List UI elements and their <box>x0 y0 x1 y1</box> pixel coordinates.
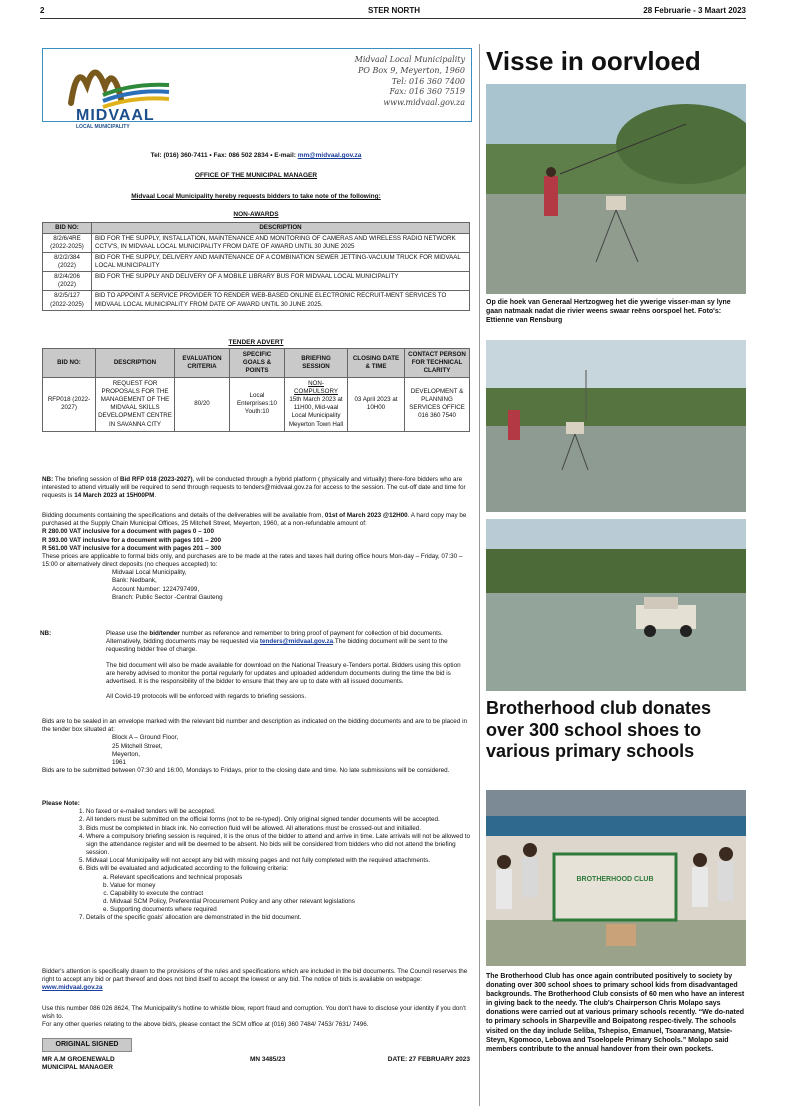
column-divider <box>479 44 480 1106</box>
table-row: 8/2/4/206 (2022) BID FOR THE SUPPLY AND DELIVERY OF A MOBILE LIBRARY BUS FOR MIDVAAL LOCAL MUNICIPALITY <box>43 272 470 291</box>
brotherhood-photo <box>486 790 746 966</box>
midvaal-logo-icon <box>63 55 173 111</box>
flood-photo-3 <box>486 519 746 691</box>
please-note-section: Please Note: 1. No faxed or e-mailed tenders will be accepted. 2. All tenders must be submitted on the official forms (not to be re-typed). Only original signed tender documents will be accepted. 3. Bids must be completed in black ink. No correction fluid will be allowed. All alterations must be crossed-out and initialled. 4. Where a compulsory briefing session is required, it is the onus of the bidder to attend and arrive in time. Late arrivals will not be allowed to sign the attendance register and will be deemed to be absent. No bids will be considered from bidders who did not attend the briefing session. 5. Midvaal Local Municipality will not accept any bid with missing pages and not fully completed with the required attachments. 6. Bids will be evaluated and adjudicated according to the following criteria: a. Relevant specifications and technical proposals b. Value for money c. Capability to execute the contract d. Midvaal SCM Policy, Preferential Procurement Policy and any other relevant legislations e. Supporting documents where required 7. Details of the specific goals' allocation are demonstrated in the bid document. <box>42 800 470 923</box>
issue-date: 28 Februarie - 3 Maart 2023 <box>643 6 746 15</box>
notice-date: DATE: 27 FEBRUARY 2023 <box>387 1056 470 1063</box>
headline-fish: Visse in oorvloed <box>486 46 701 76</box>
tenders-email-link[interactable]: tenders@midvaal.gov.za <box>259 638 334 646</box>
website-link[interactable]: www.midvaal.gov.za <box>42 984 103 992</box>
attention-paragraph: Bidder's attention is specifically drawn to the provisions of the rules and specifications which are included in the bid documents. The Council reserves the right to accept any bid or part thereof and does not bind itself to accept the lowest or any bid. The notice of bids is available on webpage: www.midvaal.gov.za <box>42 968 468 992</box>
hotline-paragraph: Use this number 086 026 8624, The Municipality's hotline to whistle blow, report fraud and corruption. You don't have to disclose your identity if you don't wish to. For any other queries relating to the above bid/s, please contact the SCM office at (016) 360 7484/ 7453/ 7631/ 7496. <box>42 1005 466 1029</box>
contact-email-link[interactable]: mm@midvaal.gov.za <box>297 152 362 159</box>
table-row: 8/2/6/4RE (2022-2025) BID FOR THE SUPPLY, INSTALLATION, MAINTENANCE AND MONITORING OF CAMERAS AND WIRELESS RADIO NETWORK CCTV'S, IN MIDVAAL LOCAL MUNICIPALITY FROM DATE OF AWARD UNTIL 30 JUNE 2025 <box>43 234 470 253</box>
reference-note: Please use the bid/tender number as reference and remember to bring proof of payment for collection of bid documents. Alternatively, bidding documents may be requested via tenders@midvaal.gov.za.The bidding document will be sent to the requesting bidder free of charge. The bid document will also be made available for download on the National Treasury e-Tenders portal. Bidders using this option are hereby advised to monitor the portal regularly for updates and uploaded addendum documents during the time the bid is advertised. It is the responsibility of the bidder to ensure that they are up to date with all issued documents. All Covid-19 protocols will be enforced with regards to briefing sessions. <box>106 630 461 701</box>
headline-shoes: Brotherhood club donates over 300 school shoes to various primary schools <box>486 698 711 762</box>
logo-subtitle: LOCAL MUNICIPALITY <box>76 124 130 130</box>
flood-photo-2 <box>486 340 746 512</box>
briefing-note: NB: The briefing session of Bid RFP 018 (2023-2027), will be conducted through a hybrid platform ( physically and virtually) there-fore bidders who are interested to attend virtually will be required to send through requests to tenders@midvaal.gov.za for access to the session. The cut-off date and time for requests is 14 March 2023 at 15H00PM. <box>42 476 466 500</box>
sealed-paragraph: Bids are to be sealed in an envelope marked with the relevant bid number and description as indicated on the bidding documents and are to be placed in the tender box situated at: Block A – Ground Floor, 25 Mitchell Street, Meyerton, 1961 Bids are to be submitted between 07:30 and 16:00, Mondays to Fridays, prior to the closing date and time. No late submissions will be considered. <box>42 718 467 775</box>
non-awards-table: BID NO: DESCRIPTION 8/2/6/4RE (2022-2025) BID FOR THE SUPPLY, INSTALLATION, MAINTENANCE AND MONITORING OF CAMERAS AND WIRELESS RADIO NETWORK CCTV'S, IN MIDVAAL LOCAL MUNICIPALITY FROM DATE OF AWARD UNTIL 30 JUNE 2025 8/2/2/384 (2022) BID FOR THE SUPPLY, DELIVERY AND MAINTENANCE OF A COMBINATION SEWER JETTING-VACUUM TRUCK FOR MIDVAAL LOCAL MUNICIPALITY 8/2/4/206 (2022) BID FOR THE SUPPLY AND DELIVERY OF A MOBILE LIBRARY BUS FOR MIDVAAL LOCAL MUNICIPALITY 8/2/5/127 (2022-2025) BID TO APPOINT A SERVICE PROVIDER TO RENDER WEB-BASED ONLINE ELECTRONIC RECRUIT-MENT SERVICES TO MIDVAAL LOCAL MUNICIPALITY FROM DATE OF AWARD UNTIL 30 JUNE 2025. <box>42 222 470 311</box>
request-line: Midvaal Local Municipality hereby requests bidders to take note of the following: <box>131 193 381 200</box>
contact-line: Tel: (016) 360-7411 • Fax: 086 502 2834 • E-mail: mm@midvaal.gov.za <box>150 152 362 159</box>
logo-wordmark: MIDVAAL <box>76 107 155 124</box>
table-row: RFP018 (2022-2027) REQUEST FOR PROPOSALS FOR THE MANAGEMENT OF THE MIDVAAL SKILLS DEVELOPMENT CENTRE IN SAVANNA CITY 80/20 Local Enterprises:10 Youth:10 NON-COMPULSORY 15th March 2023 at 11H00, Mid-vaal Local Municipality Meyerton Town Hall 03 April 2023 at 10H00 DEVELOPMENT & PLANNING SERVICES OFFICE 016 360 7540 <box>43 378 470 431</box>
non-awards-title: NON-AWARDS <box>233 211 279 218</box>
original-signed-badge: ORIGINAL SIGNED <box>42 1038 132 1052</box>
table-row: 8/2/2/384 (2022) BID FOR THE SUPPLY, DELIVERY AND MAINTENANCE OF A COMBINATION SEWER JETTING-VACUUM TRUCK FOR MIDVAAL LOCAL MUNICIPALITY <box>43 253 470 272</box>
header-rule <box>40 18 746 19</box>
office-title: OFFICE OF THE MUNICIPAL MANAGER <box>194 172 318 179</box>
publication-name: STER NORTH <box>368 6 420 15</box>
notice-number: MN 3485/23 <box>250 1056 286 1063</box>
table-row: 8/2/5/127 (2022-2025) BID TO APPOINT A SERVICE PROVIDER TO RENDER WEB-BASED ONLINE ELECTRONIC RECRUIT-MENT SERVICES TO MIDVAAL LOCAL MUNICIPALITY FROM DATE OF AWARD UNTIL 30 JUNE 2025. <box>43 291 470 310</box>
documents-paragraph: Bidding documents containing the specifications and details of the deliverables will be available from, 01st of March 2023 @12H00. A hard copy may be purchased at the Supply Chain Municipal Offices, 25 Mitchell Street, Meyerton, 1960, at a non-refundable amount of: R 280.00 VAT inclusive for a document with pages 0 – 100 R 393.00 VAT inclusive for a document with pages 101 – 200 R 561.00 VAT inclusive for a document with pages 201 – 300 These prices are applicable to formal bids only, and purchases are to be made at the rates and taxes hall during office hours Mon-day – Friday, 07:30 – 15:00 or alternatively direct deposits (no cheques accepted) to: Midvaal Local Municipality, Bank: Nedbank, Account Number: 1224797499, Branch: Public Sector -Central Gauteng <box>42 512 467 601</box>
page-number: 2 <box>40 6 45 15</box>
tender-title: TENDER ADVERT <box>228 339 284 346</box>
flood-photo-1 <box>486 84 746 294</box>
nb-label: NB: <box>40 630 52 637</box>
signatory: MR A.M GROENEWALD MUNICIPAL MANAGER <box>42 1056 115 1072</box>
banner-text: BROTHERHOOD CLUB <box>576 876 654 883</box>
brotherhood-story: The Brotherhood Club has once again contributed positively to society by donating over 300 school shoes to primary school kids from disadvantaged backgrounds. The Brotherhood Club consists of 60 men who have an interest in giving back to the needy. The club's Chairperson Chris Molapo says donations were carried out at various primary schools recently. “We do-nated to primary schools in Sharpeville and Boipatong respec-tively. The schools visited on the day include Seliba, Tshepiso, Emanuel, Tsoaranang, Matsie-Steyn, Kgomoco, Lebowa and Tsoelopele Primary Schools.” Molapo said members contribute to the annual handover from their own pockets. <box>486 973 745 1053</box>
tender-table: BID NO: DESCRIPTION EVALUATION CRITERIA SPECIFIC GOALS & POINTS BRIEFING SESSION CLOSING DATE & TIME CONTACT PERSON FOR TECHNICAL CLARITY RFP018 (2022-2027) REQUEST FOR PROPOSALS FOR THE MANAGEMENT OF THE MIDVAAL SKILLS DEVELOPMENT CENTRE IN SAVANNA CITY 80/20 Local Enterprises:10 Youth:10 NON-COMPULSORY 15th March 2023 at 11H00, Mid-vaal Local Municipality Meyerton Town Hall 03 April 2023 at 10H00 DEVELOPMENT & PLANNING SERVICES OFFICE 016 360 7540 <box>42 348 470 432</box>
letterhead-address: Midvaal Local Municipality PO Box 9, Meyerton, 1960 Tel: 016 360 7400 Fax: 016 360 7519 www.midvaal.gov.za <box>354 55 465 108</box>
flood-caption: Op die hoek van Generaal Hertzogweg het die ywerige visser-man sy lyne gaan natmaak nadat die rivier weens swaar reëns oorspoel het. Foto's: Ettienne van Rensburg <box>486 299 731 325</box>
municipal-notice <box>40 48 472 1104</box>
